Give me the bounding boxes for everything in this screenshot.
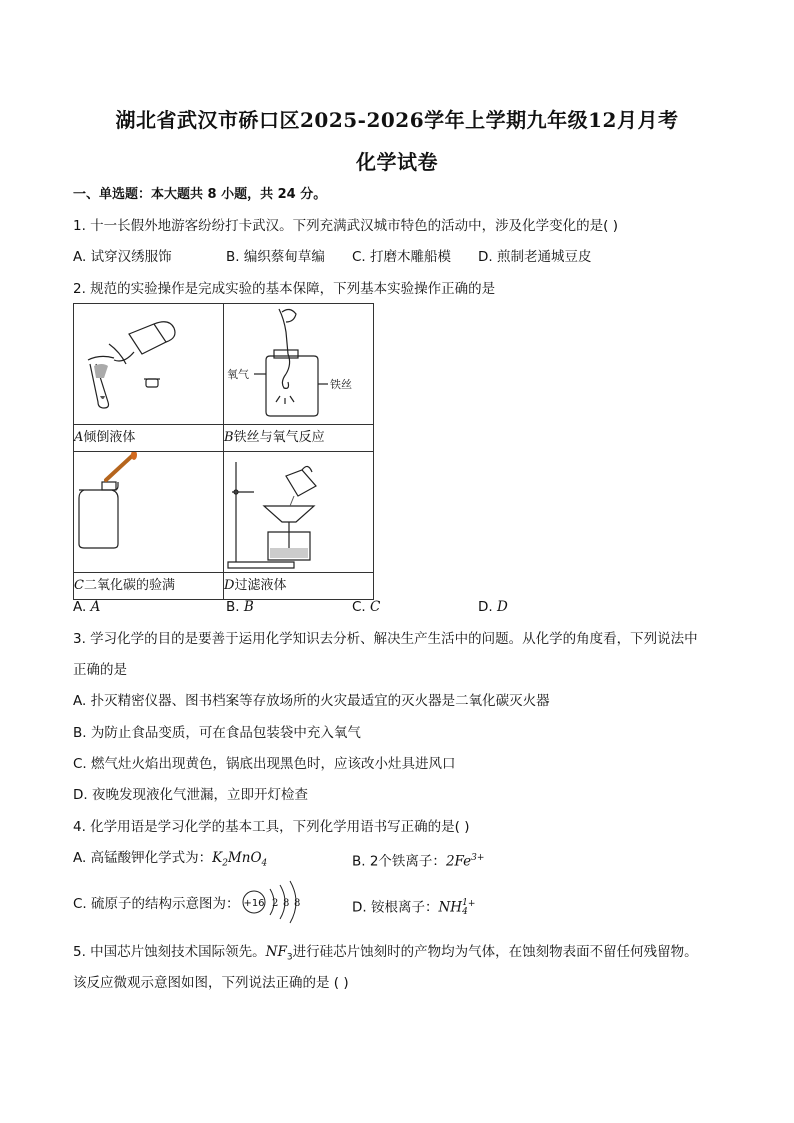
nucleus-charge: +16	[243, 898, 265, 909]
q2-option-b: B. B	[226, 599, 254, 615]
iron-wire-label: 铁丝	[330, 378, 352, 391]
q4-option-c: C. 硫原子的结构示意图为：	[73, 896, 240, 912]
q1-stem: 1. 十一长假外地游客纷纷打卡武汉。下列充满武汉城市特色的活动中，涉及化学变化的是( )	[73, 218, 618, 234]
co2-test-illustration	[74, 452, 223, 572]
q2-caption-c: C二氧化碳的验满	[74, 573, 224, 600]
filtration-illustration	[224, 452, 373, 572]
q5-stem-cont: 该反应微观示意图如图，下列说法正确的是 ( )	[73, 975, 349, 991]
shell-2-count: 8	[283, 898, 290, 909]
q2-stem: 2. 规范的实验操作是完成实验的基本保障，下列基本实验操作正确的是	[73, 281, 496, 297]
q3-option-d: D. 夜晚发现液化气泄漏，立即开灯检查	[73, 787, 308, 803]
shell-1-count: 2	[272, 898, 279, 909]
q2-figure-table	[73, 303, 374, 600]
exam-title: 湖北省武汉市硚口区2025-2026学年上学期九年级12月月考	[115, 108, 679, 132]
q2-caption-d: D过滤液体	[224, 573, 374, 600]
q1-option-a: A. 试穿汉绣服饰	[73, 249, 172, 265]
q3-option-b: B. 为防止食品变质，可在食品包装袋中充入氧气	[73, 725, 361, 741]
q2-option-a: A. A	[73, 599, 101, 615]
q2-option-d: D. D	[478, 599, 508, 615]
pour-liquid-illustration	[74, 304, 223, 424]
oxygen-label: 氧气	[227, 368, 249, 381]
q4-option-d: D. 铵根离子：NH 1 4 +	[352, 897, 476, 917]
q4-option-b: B. 2个铁离子：$2Fe^{3+}$	[352, 853, 485, 870]
iron-oxygen-illustration	[224, 304, 373, 424]
q2-image-c	[74, 452, 224, 573]
section-heading: 一、单选题：本大题共 8 小题，共 24 分。	[73, 187, 327, 202]
q5-stem: 5. 中国芯片蚀刻技术国际领先。$NF_3$进行硅芯片蚀刻时的产物均为气体，在蚀刻物表面不留任何残留物。	[73, 944, 698, 963]
q4-stem: 4. 化学用语是学习化学的基本工具，下列化学用语书写正确的是( )	[73, 819, 470, 835]
q2-caption-b: B铁丝与氧气反应	[224, 425, 374, 452]
shell-3-count: 8	[294, 898, 301, 909]
q3-option-a: A. 扑灭精密仪器、图书档案等存放场所的火灾最适宜的灭火器是二氧化碳灭火器	[73, 693, 550, 709]
q2-image-a	[74, 304, 224, 425]
q2-caption-a: A倾倒液体	[74, 425, 224, 452]
q2-image-d	[224, 452, 374, 573]
exam-subtitle: 化学试卷	[356, 150, 438, 174]
q3-option-c: C. 燃气灶火焰出现黄色，锅底出现黑色时，应该改小灶具进风口	[73, 756, 456, 772]
q2-image-b	[224, 304, 374, 425]
q2-option-c: C. C	[352, 599, 381, 615]
q3-stem: 3. 学习化学的目的是要善于运用化学知识去分析、解决生产生活中的问题。从化学的角度看，下列说法中	[73, 631, 698, 647]
q1-option-c: C. 打磨木雕船模	[352, 249, 452, 265]
q3-stem-cont: 正确的是	[73, 662, 127, 678]
q1-option-d: D. 煎制老通城豆皮	[478, 249, 592, 265]
sulfur-atom-diagram	[240, 877, 310, 927]
q4-option-a: A. 高锰酸钾化学式为：$K_2MnO_4$	[73, 850, 268, 869]
q1-option-b: B. 编织蔡甸草编	[226, 249, 325, 265]
